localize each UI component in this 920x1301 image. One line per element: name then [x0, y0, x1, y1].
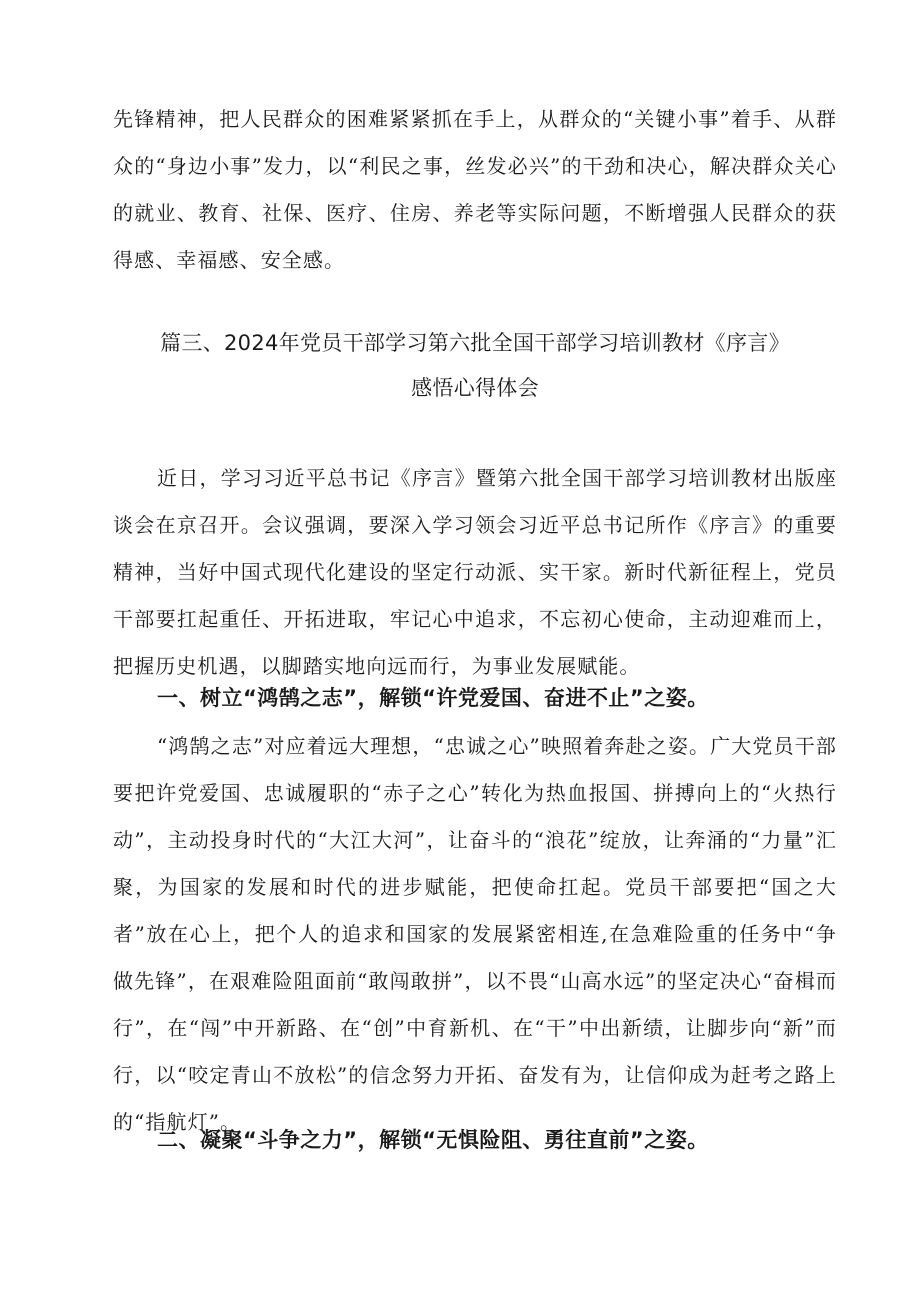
intro-paragraph: 先锋精神，把人民群众的困难紧紧抓在手上，从群众的“关键小事”着手、从群众的“身边小事”发力，以“利民之事，丝发必兴”的干劲和决心，解决群众关心的就业、教育、社保、医疗、住房、养老等实际问题，不断增强人民群众的获得感、幸福感、安全感。: [113, 107, 837, 272]
body-paragraph-2: “鸿鹄之志”对应着远大理想，“忠诚之心”映照着奔赴之姿。广大党员干部要把许党爱国、忠诚履职的“赤子之心”转化为热血报国、拼搏向上的“火热行动”，主动投身时代的“大江大河”，让奋斗的“浪花”绽放，让奔涌的“力量”汇聚，为国家的发展和时代的进步赋能，把使命扛起。党员干部要把“国之大者”放在心上，把个人的追求和国家的发展紧密相连,在急难险重的任务中“争做先锋”，在艰难险阻面前“敢闯敢拼”，以不畏“山高水远”的坚定决心“奋楫而行”，在“闯”中开新路、在“创”中育新机、在“干”中出新绩，让脚步向“新”而行，以“咬定青山不放松”的信念努力开拓、奋发有为，让信仰成为赶考之路上的“指航灯”。: [113, 734, 837, 1134]
article-title-line-2: 感悟心得体会: [411, 376, 539, 400]
article-title-line-1: 篇三、2024年党员干部学习第六批全国干部学习培训教材《序言》: [160, 331, 790, 355]
body-paragraph-1: 近日，学习习近平总书记《序言》暨第六批全国干部学习培训教材出版座谈会在京召开。会议强调，要深入学习领会习近平总书记所作《序言》的重要精神，当好中国式现代化建设的坚定行动派、实干家。新时代新征程上，党员干部要扛起重任、开拓进取，牢记心中追求，不忘初心使命，主动迎难而上，把握历史机遇，以脚踏实地向远而行，为事业发展赋能。: [113, 466, 837, 678]
section-heading-1: 一、树立“鸿鹄之志”，解锁“许党爱国、奋进不止”之姿。: [157, 686, 709, 710]
section-heading-2: 二、凝聚“斗争之力”，解锁“无惧险阻、勇往直前”之姿。: [157, 1128, 709, 1152]
